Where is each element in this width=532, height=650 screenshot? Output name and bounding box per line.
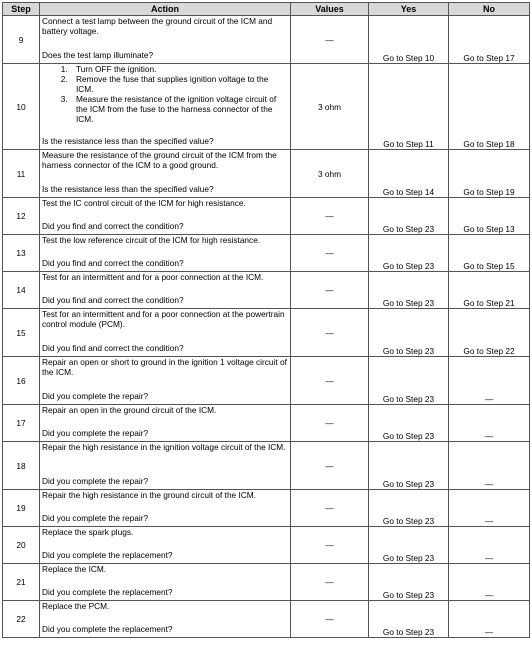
- action-text: Replace the spark plugs.: [42, 527, 134, 537]
- step-number: 18: [3, 442, 40, 490]
- value-cell: 3 ohm: [291, 64, 369, 150]
- yes-result: Go to Step 14: [369, 150, 449, 198]
- table-row: [3, 357, 530, 405]
- table-body: [3, 16, 530, 638]
- action-question: Did you complete the repair?: [42, 428, 149, 438]
- value-cell: —: [291, 16, 369, 64]
- yes-result: Go to Step 23: [369, 564, 449, 601]
- action-cell: [40, 150, 291, 198]
- action-question: Did you complete the replacement?: [42, 587, 173, 597]
- yes-result: Go to Step 11: [369, 64, 449, 150]
- yes-result: Go to Step 23: [369, 527, 449, 564]
- step-number: 22: [3, 601, 40, 638]
- step-number: 12: [3, 198, 40, 235]
- yes-result: Go to Step 23: [369, 601, 449, 638]
- step-number: 21: [3, 564, 40, 601]
- header-yes: Yes: [369, 3, 449, 16]
- action-text: Test the IC control circuit of the ICM for high resistance.: [42, 198, 246, 208]
- no-result: Go to Step 17: [449, 16, 530, 64]
- action-text: Repair the high resistance in the ground circuit of the ICM.: [42, 490, 256, 500]
- action-cell: [40, 198, 291, 235]
- step-number: 17: [3, 405, 40, 442]
- action-text: Repair an open or short to ground in the ignition 1 voltage circuit of the ICM.: [42, 357, 287, 377]
- yes-result: Go to Step 23: [369, 272, 449, 309]
- action-text: Test for an intermittent and for a poor connection at the ICM.: [42, 272, 264, 282]
- yes-result: Go to Step 23: [369, 309, 449, 357]
- no-result: Go to Step 21: [449, 272, 530, 309]
- action-cell: [40, 490, 291, 527]
- table-row: [3, 405, 530, 442]
- action-question: Does the test lamp illuminate?: [42, 50, 154, 60]
- action-cell: [40, 357, 291, 405]
- yes-result: Go to Step 23: [369, 405, 449, 442]
- action-text: Repair an open in the ground circuit of the ICM.: [42, 405, 217, 415]
- value-cell: —: [291, 235, 369, 272]
- step-number: 16: [3, 357, 40, 405]
- action-question: Did you complete the replacement?: [42, 550, 173, 560]
- yes-result: Go to Step 23: [369, 235, 449, 272]
- value-cell: 3 ohm: [291, 150, 369, 198]
- action-substep: 1. Turn OFF the ignition.: [70, 64, 288, 74]
- action-text: Replace the ICM.: [42, 564, 107, 574]
- action-cell: [40, 564, 291, 601]
- table-row: [3, 235, 530, 272]
- action-cell: [40, 235, 291, 272]
- yes-result: Go to Step 23: [369, 357, 449, 405]
- step-number: 19: [3, 490, 40, 527]
- value-cell: —: [291, 527, 369, 564]
- no-result: —: [449, 527, 530, 564]
- action-question: Did you find and correct the condition?: [42, 258, 184, 268]
- action-question: Did you find and correct the condition?: [42, 221, 184, 231]
- step-number: 20: [3, 527, 40, 564]
- no-result: —: [449, 601, 530, 638]
- diagnostic-steps-table: [2, 2, 530, 638]
- step-number: 11: [3, 150, 40, 198]
- table-row: [3, 150, 530, 198]
- action-question: Is the resistance less than the specified value?: [42, 136, 214, 146]
- table-header-row: [3, 3, 530, 16]
- value-cell: —: [291, 272, 369, 309]
- value-cell: —: [291, 198, 369, 235]
- table-row: [3, 64, 530, 150]
- no-result: —: [449, 357, 530, 405]
- header-action: Action: [40, 3, 291, 16]
- no-result: —: [449, 442, 530, 490]
- action-substep: 2. Remove the fuse that supplies ignition voltage to the ICM.: [70, 74, 288, 94]
- step-number: 13: [3, 235, 40, 272]
- value-cell: —: [291, 442, 369, 490]
- value-cell: —: [291, 309, 369, 357]
- value-cell: —: [291, 490, 369, 527]
- action-question: Did you complete the repair?: [42, 513, 149, 523]
- header-values: Values: [291, 3, 369, 16]
- table-row: [3, 527, 530, 564]
- action-question: Is the resistance less than the specified value?: [42, 184, 214, 194]
- action-cell: [40, 309, 291, 357]
- table-row: [3, 601, 530, 638]
- no-result: Go to Step 18: [449, 64, 530, 150]
- action-substeps: [42, 64, 288, 124]
- action-question: Did you find and correct the condition?: [42, 295, 184, 305]
- value-cell: —: [291, 357, 369, 405]
- step-number: 14: [3, 272, 40, 309]
- yes-result: Go to Step 23: [369, 490, 449, 527]
- header-no: No: [449, 3, 530, 16]
- yes-result: Go to Step 23: [369, 198, 449, 235]
- value-cell: —: [291, 405, 369, 442]
- action-substep: 3. Measure the resistance of the ignition voltage circuit of the ICM from the fuse to the harness connector of the ICM.: [70, 94, 288, 124]
- no-result: Go to Step 19: [449, 150, 530, 198]
- no-result: Go to Step 22: [449, 309, 530, 357]
- table-row: [3, 16, 530, 64]
- action-cell: [40, 272, 291, 309]
- action-cell: [40, 16, 291, 64]
- no-result: —: [449, 490, 530, 527]
- step-number: 9: [3, 16, 40, 64]
- action-cell: [40, 405, 291, 442]
- value-cell: —: [291, 564, 369, 601]
- no-result: —: [449, 405, 530, 442]
- action-text: Test for an intermittent and for a poor connection at the powertrain control module (PCM).: [42, 309, 285, 329]
- action-question: Did you find and correct the condition?: [42, 343, 184, 353]
- action-cell: [40, 527, 291, 564]
- table-row: [3, 564, 530, 601]
- table-row: [3, 272, 530, 309]
- table-row: [3, 442, 530, 490]
- action-question: Did you complete the replacement?: [42, 624, 173, 634]
- step-number: 15: [3, 309, 40, 357]
- yes-result: Go to Step 23: [369, 442, 449, 490]
- no-result: —: [449, 564, 530, 601]
- action-cell: [40, 601, 291, 638]
- step-number: 10: [3, 64, 40, 150]
- no-result: Go to Step 13: [449, 198, 530, 235]
- action-question: Did you complete the repair?: [42, 476, 149, 486]
- table-row: [3, 198, 530, 235]
- yes-result: Go to Step 10: [369, 16, 449, 64]
- action-text: Replace the PCM.: [42, 601, 110, 611]
- table-row: [3, 490, 530, 527]
- action-cell: [40, 442, 291, 490]
- table-row: [3, 309, 530, 357]
- header-step: Step: [3, 3, 40, 16]
- no-result: Go to Step 15: [449, 235, 530, 272]
- action-text: Test the low reference circuit of the ICM for high resistance.: [42, 235, 261, 245]
- action-text: Connect a test lamp between the ground circuit of the ICM and battery voltage.: [42, 16, 273, 36]
- action-text: Measure the resistance of the ground circuit of the ICM from the harness connector of the ICM to a good ground.: [42, 150, 277, 170]
- action-question: Did you complete the repair?: [42, 391, 149, 401]
- action-cell: [40, 64, 291, 150]
- action-text: Repair the high resistance in the ignition voltage circuit of the ICM.: [42, 442, 286, 452]
- value-cell: —: [291, 601, 369, 638]
